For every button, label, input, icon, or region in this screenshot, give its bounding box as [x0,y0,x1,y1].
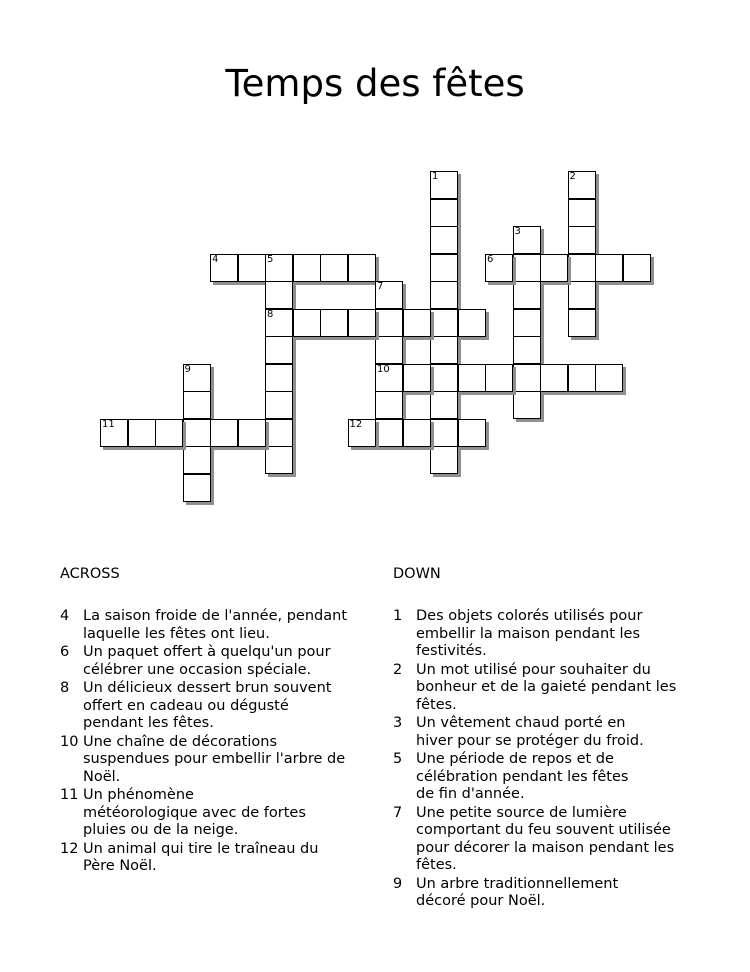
clue-text-line: offert en cadeau ou dégusté [83,697,289,714]
cell-number: 8 [267,308,274,320]
crossword-cell[interactable] [403,309,431,337]
clue-number: 9 [393,875,403,892]
across-clue [60,680,365,733]
crossword-cell[interactable] [128,419,156,447]
cell-number: 1 [432,171,439,182]
clue-text-line: La saison froide de l'année, pendant [83,608,348,624]
crossword-cell[interactable] [375,419,403,447]
clue-text-line: Une petite source de lumière [416,804,627,821]
clue-text-line: hiver pour se protéger du froid. [416,732,644,749]
crossword-cell[interactable] [430,391,458,419]
across-clue-list [60,608,365,876]
across-clues [60,566,365,877]
across-clue [60,608,365,643]
across-clue [60,787,365,840]
down-clues [393,566,698,912]
clue-text-line: fêtes. [416,857,457,873]
clue-number: 7 [393,804,403,821]
crossword-cell[interactable] [403,364,431,392]
clue-text-line: météorologique avec de fortes [83,804,306,821]
clue-text-line: décoré pour Noël. [416,893,546,909]
clue-text-line: Un délicieux dessert brun souvent [83,680,332,696]
crossword-cell[interactable] [375,336,403,364]
crossword-cell[interactable] [155,419,183,447]
clue-text-line: Une période de repos et de [416,751,614,767]
crossword-cell[interactable] [348,309,376,337]
down-clue [393,662,698,715]
clue-number: 4 [60,608,70,624]
crossword-cell[interactable] [430,336,458,364]
crossword-cell[interactable] [513,391,541,419]
crossword-cell[interactable] [458,309,486,337]
clue-text-line: bonheur et de la gaieté pendant les [416,679,677,695]
down-clue-list [393,608,698,911]
cell-number: 9 [184,363,191,375]
clue-text-line: Noël. [83,768,121,785]
clue-number: 12 [60,840,79,857]
down-heading: DOWN [393,566,441,582]
clue-text-line: Des objets colorés utilisés pour [416,608,643,624]
crossword-cell[interactable] [320,309,348,337]
crossword-cell[interactable] [430,309,458,337]
clue-number: 5 [393,751,403,767]
crossword-cell[interactable] [265,446,293,474]
cell-number: 10 [377,363,390,375]
crossword-cell[interactable] [265,364,293,392]
crossword-cell[interactable] [513,281,541,309]
crossword-cell[interactable] [430,446,458,474]
cell-number: 7 [377,281,384,292]
crossword-cell[interactable] [210,254,238,282]
crossword-cell[interactable] [568,171,596,199]
across-clue [60,841,365,876]
crossword-cell[interactable] [458,419,486,447]
clue-text-line: festivités. [416,643,487,659]
down-clue [393,876,698,911]
crossword-cell[interactable] [568,364,596,392]
crossword-cell[interactable] [568,309,596,337]
crossword-cell[interactable] [293,309,321,337]
clue-text-line: Une chaîne de décorations [83,733,278,750]
clue-text-line: embellir la maison pendant les [416,625,641,642]
crossword-cell[interactable] [265,281,293,309]
crossword-cell[interactable] [375,309,403,337]
crossword-cell[interactable] [238,254,266,282]
crossword-cell[interactable] [430,364,458,392]
cell-number: 11 [102,418,115,430]
crossword-cell[interactable] [485,254,513,282]
cell-number: 3 [514,226,521,237]
crossword-cell[interactable] [513,364,541,392]
crossword-cell[interactable] [348,419,376,447]
crossword-cell[interactable] [568,281,596,309]
down-clue [393,715,698,750]
clue-text-line: fêtes. [416,696,457,713]
clue-number: 8 [60,680,70,696]
cell-number: 12 [349,418,363,430]
crossword-cell[interactable] [568,226,596,254]
crossword-cell[interactable] [595,364,623,392]
cell-number: 5 [267,253,274,265]
crossword-cell[interactable] [265,254,293,282]
crossword-cell[interactable] [183,474,211,502]
crossword-cell[interactable] [265,419,293,447]
crossword-cell[interactable] [183,364,211,392]
clue-text-line: Un arbre traditionnellement [416,875,619,892]
crossword-cell[interactable] [458,364,486,392]
crossword-cell[interactable] [238,419,266,447]
crossword-cell[interactable] [430,226,458,254]
down-clue [393,805,698,875]
cell-number: 4 [212,253,219,265]
crossword-cell[interactable] [430,199,458,227]
crossword-cell[interactable] [348,254,376,282]
crossword-cell[interactable] [430,254,458,282]
crossword-cell[interactable] [540,254,568,282]
cell-number: 6 [487,253,494,265]
clue-text-line: pour décorer la maison pendant les [416,839,675,856]
crossword-cell[interactable] [568,199,596,227]
crossword-cell[interactable] [513,336,541,364]
crossword-cell[interactable] [183,446,211,474]
clue-text-line: Un mot utilisé pour souhaiter du [416,661,651,678]
crossword-cell[interactable] [430,171,458,199]
across-clue [60,644,365,679]
clue-number: 3 [393,715,403,731]
down-clue [393,608,698,661]
crossword-cell[interactable] [595,254,623,282]
down-clue [393,751,698,804]
clue-text-line: pendant les fêtes. [83,715,214,731]
clue-text-line: célébration pendant les fêtes [416,768,629,785]
clue-number: 1 [393,608,403,624]
crossword-cell[interactable] [375,364,403,392]
clue-text-line: Un phénomène [83,787,194,803]
crossword-cell[interactable] [430,419,458,447]
crossword-cell[interactable] [100,419,128,447]
crossword-cell[interactable] [375,281,403,309]
crossword-cell[interactable] [403,419,431,447]
crossword-cell[interactable] [430,281,458,309]
clue-text-line: laquelle les fêtes ont lieu. [83,625,270,642]
crossword-cell[interactable] [320,254,348,282]
crossword-cell[interactable] [183,391,211,419]
clue-text-line: Un animal qui tire le traîneau du [83,840,319,857]
crossword-cell[interactable] [293,254,321,282]
clue-text-line: célébrer une occasion spéciale. [83,661,312,678]
page-title: Temps des fêtes [225,62,525,105]
crossword-cell[interactable] [265,336,293,364]
clue-number: 11 [60,787,79,803]
crossword-cell[interactable] [210,419,238,447]
clue-text-line: de fin d'année. [416,786,525,802]
clue-text-line: Un paquet offert à quelqu'un pour [83,644,331,660]
across-heading: ACROSS [60,566,120,582]
clue-text-line: pluies ou de la neige. [83,822,239,838]
crossword-cell[interactable] [375,391,403,419]
clue-number: 10 [60,733,79,750]
crossword-cell[interactable] [183,419,211,447]
cell-number: 2 [569,171,576,182]
clue-text-line: Un vêtement chaud porté en [416,715,626,731]
clue-number: 6 [60,644,70,660]
crossword-cell[interactable] [540,364,568,392]
crossword-cell[interactable] [513,254,541,282]
crossword-cell[interactable] [485,364,513,392]
crossword-cell[interactable] [265,309,293,337]
across-clue [60,734,365,787]
crossword-cell[interactable] [513,226,541,254]
crossword-cell[interactable] [513,309,541,337]
clue-text-line: suspendues pour embellir l'arbre de [83,751,346,767]
clue-text-line: comportant du feu souvent utilisée [416,822,671,838]
crossword-cell[interactable] [568,254,596,282]
crossword-cell[interactable] [265,391,293,419]
clue-number: 2 [393,661,403,678]
crossword-cell[interactable] [623,254,651,282]
clue-text-line: Père Noël. [83,858,157,874]
